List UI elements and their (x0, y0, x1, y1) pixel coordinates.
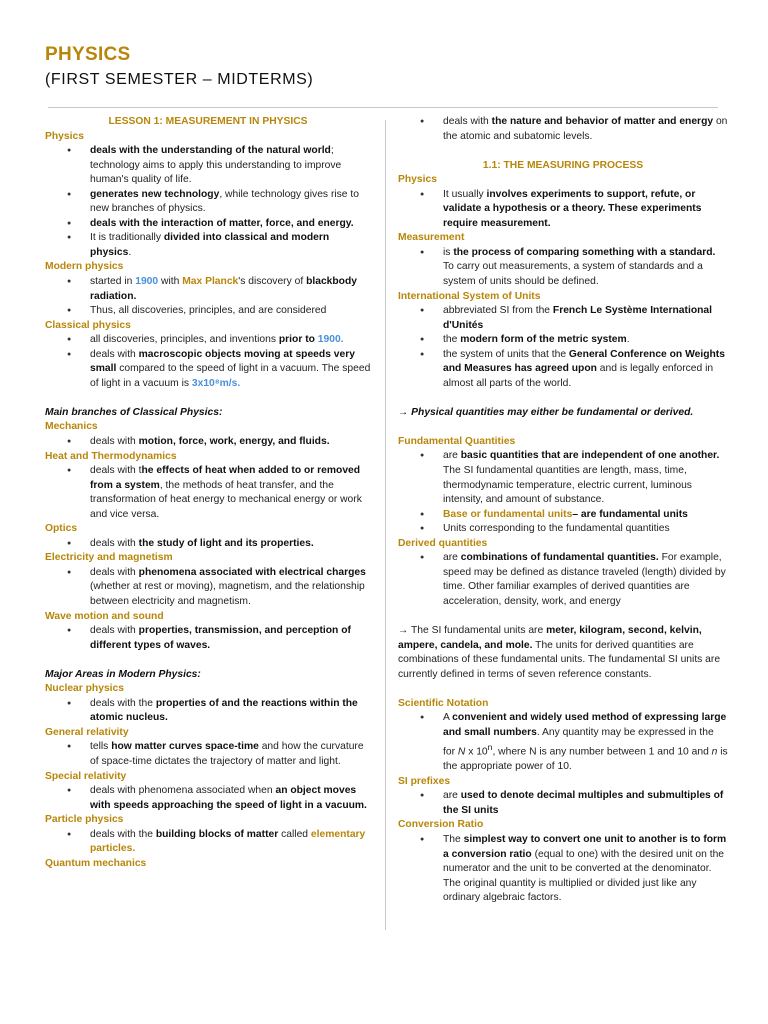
lesson-heading: LESSON 1: MEASUREMENT IN PHYSICS (108, 116, 308, 127)
bold-text: divided into classical and modern physics (90, 232, 330, 258)
measuring-heading: 1.1: THE MEASURING PROCESS (482, 159, 644, 171)
list-item (45, 828, 371, 857)
list-item (398, 449, 728, 507)
italic-text: n (711, 746, 718, 758)
physics-2-list (398, 188, 728, 232)
bold-text: he effects of heat when added to or removed from a system (90, 465, 361, 491)
list-item (398, 348, 728, 392)
text: , the methods of heat transfer, and the transformation of heat energy to mechanical energy or work and vice versa. (90, 479, 362, 520)
italic-text: N (457, 746, 466, 758)
text: (whether at rest or moving), magnetism, and the relationship between electricity and magnetism. (90, 581, 365, 607)
text: (equal to one) with the desired unit on the numerator and the unit to be converted at the denominator. The original quantity is multiplied or divided just like any ordinary algebraic factors. (443, 848, 725, 904)
list-item (45, 740, 371, 769)
bold-text: phenomena associated with electrical charges (138, 566, 366, 578)
list-item (45, 275, 371, 304)
right-column (398, 115, 728, 906)
text: deals with (90, 537, 139, 549)
text: . (626, 334, 630, 346)
term-highlight: elementary particles. (90, 828, 366, 855)
bold-text: – are fundamental units (572, 508, 688, 520)
bold-text: prior to (278, 334, 315, 346)
text: the system of units that the (443, 348, 569, 360)
text: deals with (90, 435, 139, 447)
term-highlight: Base or fundamental units (443, 508, 573, 520)
section-heading-derived: Derived quantities (398, 537, 488, 549)
list-item (398, 333, 728, 348)
text: Units corresponding to the fundamental quantities (443, 523, 670, 535)
text: deals with (90, 348, 139, 360)
page-title: PHYSICS (45, 44, 131, 65)
text: are (443, 450, 461, 462)
list-item (45, 188, 371, 217)
section-heading-scientific-notation: Scientific Notation (398, 697, 489, 709)
si-prefixes-list (398, 789, 728, 818)
bold-text: involves experiments to support, refute, or validate a hypothesis or a theory. These experiments require measurement. (443, 188, 702, 229)
text: on the atomic and subatomic levels. (443, 116, 728, 142)
spacer (398, 609, 728, 624)
list-item (45, 697, 371, 726)
list-item (45, 348, 371, 392)
spacer (398, 420, 728, 435)
column-divider (385, 120, 386, 930)
left-column (45, 115, 371, 871)
section-heading-special-relativity: Special relativity (45, 770, 127, 782)
si-units-note (398, 624, 728, 682)
text: and how the curvature of space-time dictates the trajectory of matter and light. (90, 741, 364, 767)
text: is (443, 246, 454, 258)
electricity-list (45, 566, 371, 610)
text: , where N is any number between 1 and 10 and (492, 746, 712, 758)
text: and is legally enforced in almost all parts of the world. (443, 363, 714, 389)
arrow-icon: → (398, 406, 412, 418)
header-divider (48, 107, 718, 108)
speed-highlight: 3x10⁸m/s. (191, 377, 241, 389)
list-item (45, 144, 371, 188)
bold-text: meter, kilogram, second, kelvin, ampere, candela, and mole. (398, 624, 702, 651)
text: tells (90, 741, 112, 753)
modern-list (45, 275, 371, 319)
list-item (398, 711, 728, 775)
section-heading-nuclear: Nuclear physics (45, 683, 124, 695)
text: The SI fundamental units are (410, 624, 547, 636)
physics-list (45, 144, 371, 260)
text: the (443, 334, 461, 346)
bold-text: combinations of fundamental quantities. (460, 552, 659, 564)
list-item (398, 246, 728, 290)
bold-text: the nature and behavior of matter and energy (491, 116, 714, 127)
fundamental-list (398, 449, 728, 536)
superscript: n (487, 742, 493, 753)
list-item (45, 464, 371, 522)
bold-text: properties of and the reactions within the atomic nucleus. (90, 697, 358, 724)
special-relativity-list (45, 784, 371, 813)
quantum-list (398, 115, 728, 144)
list-item (45, 566, 371, 610)
wave-list (45, 624, 371, 653)
text: It usually (443, 188, 487, 200)
bold-text: deals with the understanding of the natural world (90, 145, 331, 157)
bold-text: the study of light and its properties. (138, 537, 314, 549)
text: x 10 (465, 746, 488, 758)
bold-text: generates new technology (90, 188, 220, 200)
section-heading-si: International System of Units (398, 290, 541, 302)
spacer (398, 682, 728, 697)
text: deals with the (90, 828, 156, 840)
text: started in (90, 276, 136, 288)
text: . (128, 246, 132, 258)
list-item (45, 784, 371, 813)
list-item (398, 522, 728, 537)
bold-text: basic quantities that are independent of one another. (460, 450, 720, 462)
text: For example, speed may be defined as distance traveled (length) divided by time. Other familiar examples of derived quantities are acceleration, density, work, and energy (443, 552, 726, 607)
text: Thus, all discoveries, principles, and are considered (90, 305, 327, 317)
section-heading-conversion: Conversion Ratio (398, 819, 484, 831)
text: are (443, 790, 461, 802)
bold-text: modern form of the metric system (460, 334, 627, 346)
section-heading-wave: Wave motion and sound (45, 610, 164, 622)
list-item (45, 231, 371, 260)
bold-text: used to denote decimal multiples and submultiples of the SI units (443, 790, 724, 816)
section-heading-mechanics: Mechanics (45, 421, 98, 433)
bold-text: building blocks of matter (155, 828, 279, 840)
bold-italic-text: Physical quantities may either be fundamental or derived. (411, 406, 694, 418)
section-heading-heat: Heat and Thermodynamics (45, 450, 177, 462)
section-heading-quantum: Quantum mechanics (45, 857, 147, 869)
text: 's discovery of (238, 276, 307, 288)
list-item (398, 551, 728, 609)
text: are (443, 552, 461, 564)
section-heading-modern: Modern physics (45, 261, 124, 273)
main-branches-heading: Main branches of Classical Physics: (45, 406, 223, 418)
derived-list (398, 551, 728, 609)
text: To carry out measurements, a system of standards and a system of units should be defined. (443, 261, 703, 287)
bold-text: the process of comparing something with a standard. (453, 246, 716, 258)
section-heading-optics: Optics (45, 523, 78, 535)
spacer (398, 144, 728, 159)
spacer (398, 391, 728, 406)
list-item (398, 789, 728, 818)
text: deals with (90, 625, 139, 637)
text: ; technology aims to apply this understanding to improve human's quality of life. (90, 145, 342, 186)
text: The (443, 833, 464, 845)
text: called (278, 828, 311, 840)
list-item (45, 304, 371, 319)
list-item (398, 833, 728, 906)
text: . Any quantity may be expressed in the for (443, 726, 714, 758)
year-highlight: 1900 (135, 276, 159, 288)
optics-list (45, 537, 371, 552)
page-subtitle: (FIRST SEMESTER – MIDTERMS) (45, 71, 314, 88)
list-item (398, 508, 728, 523)
measurement-list (398, 246, 728, 290)
text: deals with t (90, 465, 142, 477)
section-heading-physics: Physics (45, 130, 84, 142)
list-item (398, 304, 728, 333)
list-item (398, 115, 728, 144)
section-heading-si-prefixes: SI prefixes (398, 775, 451, 787)
bold-text: French Le Système International d'Unités (443, 305, 712, 331)
classical-list (45, 333, 371, 391)
bold-text: an object moves with speeds approaching the speed of light in a vacuum. (90, 785, 367, 811)
mechanics-list (45, 435, 371, 450)
text: with (158, 276, 183, 288)
bold-text: how matter curves space-time (111, 741, 259, 753)
text: deals with the (90, 697, 156, 709)
nuclear-list (45, 697, 371, 726)
text: It is traditionally (90, 232, 164, 244)
spacer (45, 653, 371, 668)
section-heading-measurement: Measurement (398, 232, 465, 244)
si-list (398, 304, 728, 391)
list-item (45, 333, 371, 348)
list-item (45, 217, 371, 232)
list-item (398, 188, 728, 232)
bold-text: simplest way to convert one unit to another is to form a conversion ratio (443, 833, 727, 860)
text: deals with (90, 566, 139, 578)
bold-text: motion, force, work, energy, and fluids. (138, 435, 330, 447)
list-item (45, 624, 371, 653)
text: compared to the speed of light in a vacuum. The speed of light in a vacuum is (90, 363, 371, 389)
list-item (45, 537, 371, 552)
text: deals with (443, 116, 492, 127)
heat-list (45, 464, 371, 522)
bold-text: deals with the interaction of matter, force, and energy. (90, 217, 354, 229)
bold-text: blackbody radiation. (90, 276, 357, 302)
bold-text: convenient and widely used method of expressing large and small numbers (443, 712, 727, 738)
physical-quantities-note (398, 406, 728, 421)
list-item (45, 435, 371, 450)
general-relativity-list (45, 740, 371, 769)
bold-text: General Conference on Weights and Measures has agreed upon (443, 348, 725, 375)
bold-text: macroscopic objects moving at speeds very small (90, 348, 355, 375)
bold-text: properties, transmission, and perception of different types of waves. (90, 625, 351, 651)
section-heading-particle: Particle physics (45, 814, 124, 826)
section-heading-physics-2: Physics (398, 174, 437, 186)
year-highlight: 1900. (314, 334, 344, 346)
conversion-list (398, 833, 728, 906)
text: A (443, 712, 453, 724)
name-highlight: Max Planck (182, 276, 239, 288)
major-areas-heading: Major Areas in Modern Physics: (45, 668, 201, 680)
text: abbreviated SI from the (443, 305, 553, 317)
text: deals with phenomena associated when (90, 785, 276, 797)
section-heading-general-relativity: General relativity (45, 726, 129, 738)
text: is the appropriate power of 10. (443, 746, 728, 773)
particle-list (45, 828, 371, 857)
text: all discoveries, principles, and inventions (90, 334, 279, 346)
section-heading-fundamental: Fundamental Quantities (398, 435, 516, 447)
section-heading-classical: Classical physics (45, 319, 131, 331)
scientific-notation-list (398, 711, 728, 775)
text: The SI fundamental quantities are length, mass, time, thermodynamic temperature, electric current, luminous intensity, and amount of substance. (443, 464, 692, 506)
text: , while technology gives rise to new branches of physics. (90, 188, 359, 215)
arrow-icon: → (398, 624, 411, 636)
section-heading-electricity: Electricity and magnetism (45, 552, 173, 564)
spacer (45, 391, 371, 406)
text: The units for derived quantities are combinations of these fundamental units. The fundamental SI units are currently defined in terms of seven reference constants. (398, 639, 721, 680)
